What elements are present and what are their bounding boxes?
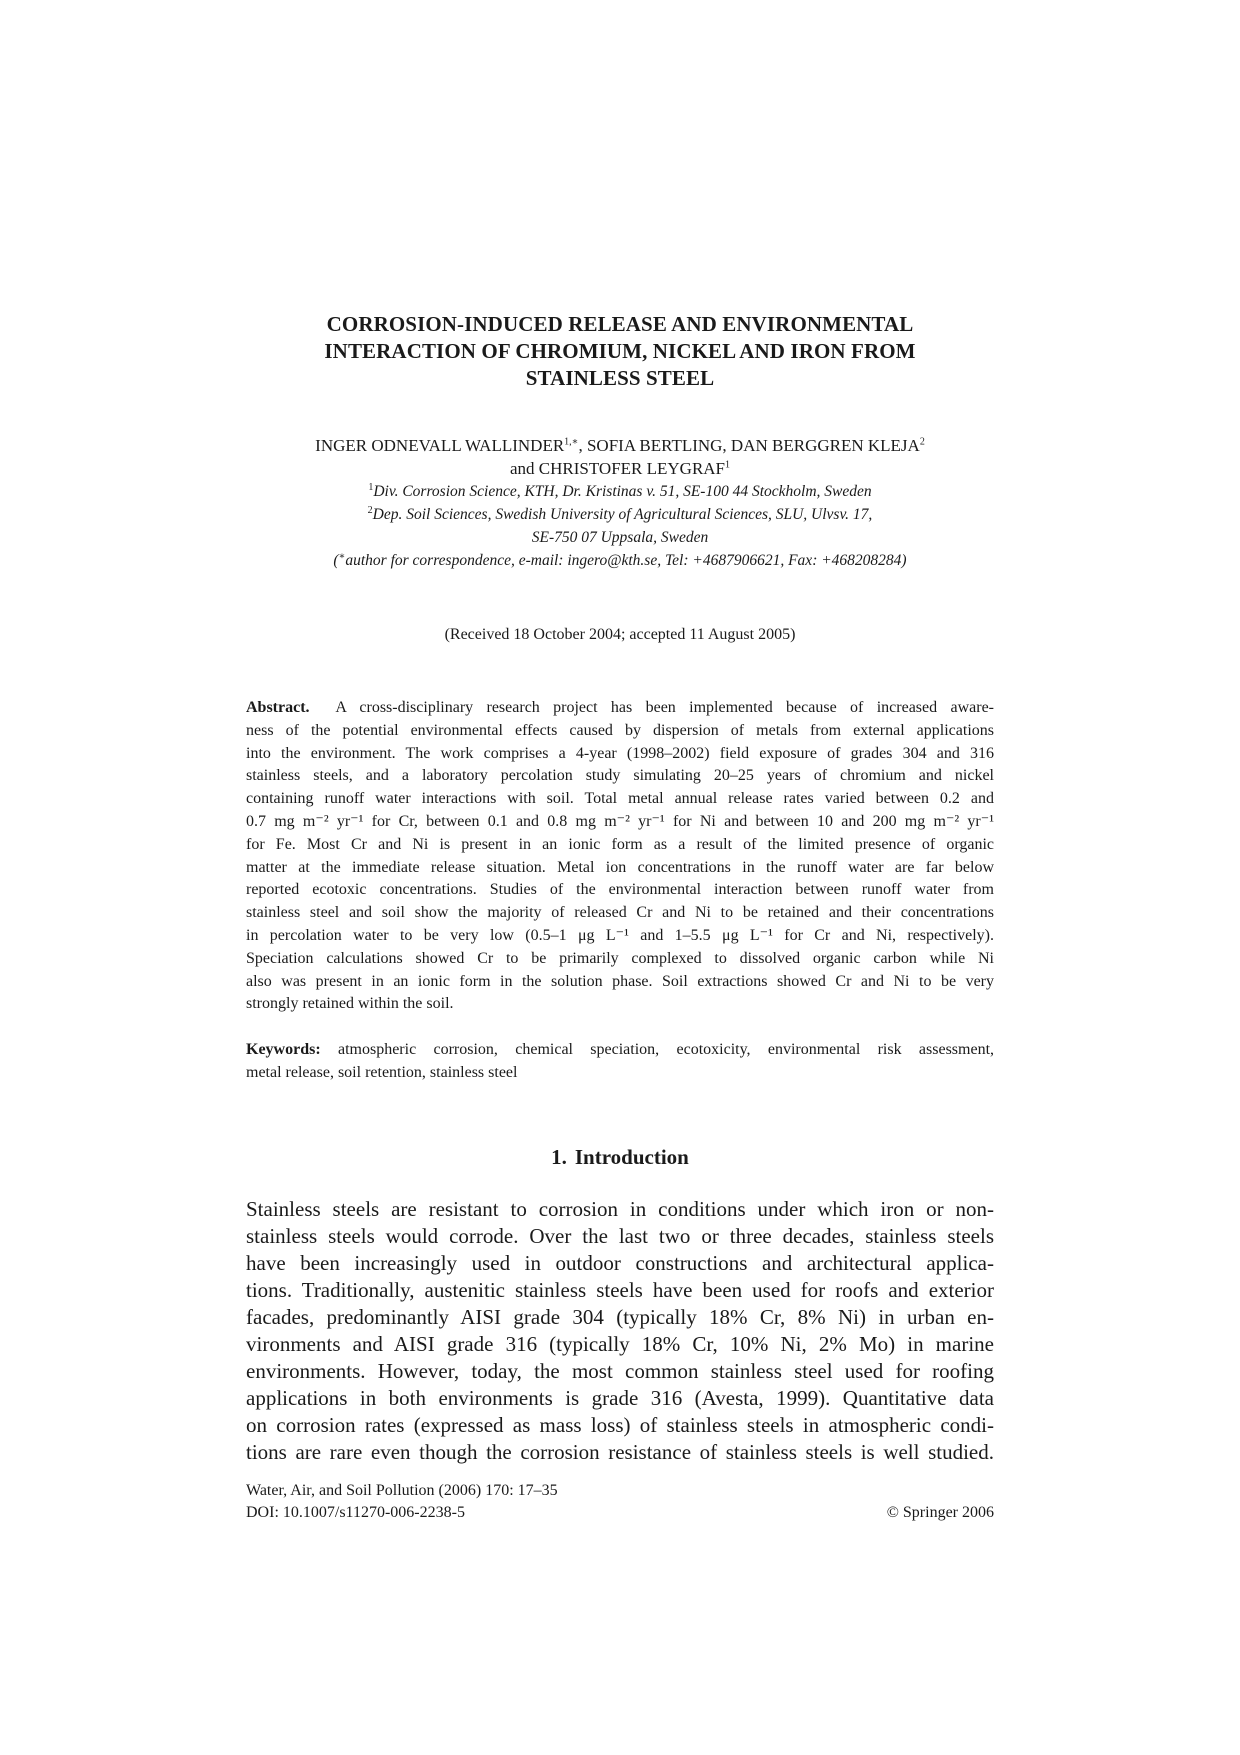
correspondence-note	[246, 549, 994, 572]
keywords-line	[246, 1039, 994, 1062]
body-line: tions are rare even though the corrosion resistance of stainless steels is well studied.	[246, 1440, 994, 1464]
keywords-text: atmospheric corrosion, chemical speciation, ecotoxicity, environmental risk assessment,	[337, 1041, 995, 1058]
author-affiliation-mark: 1	[725, 459, 731, 471]
affiliation-2	[246, 503, 994, 526]
paren-open: (	[333, 552, 339, 569]
abstract-line: containing runoff water interactions with soil. Total metal annual release rates varied between 0.2 and	[246, 790, 994, 808]
author-block	[246, 434, 994, 572]
author-name: and CHRISTOFER LEYGRAF	[509, 459, 726, 478]
abstract-line	[246, 697, 994, 720]
footer-row	[246, 1480, 994, 1502]
abstract-line: stainless steels, and a laboratory percolation study simulating 20–25 years of chromium and nickel	[246, 767, 994, 785]
copyright: © Springer 2006	[886, 1504, 994, 1521]
body-line: tions. Traditionally, austenitic stainless steels have been used for roofs and exterior	[246, 1278, 994, 1302]
abstract-line: 0.7 mg m⁻² yr⁻¹ for Cr, between 0.1 and 0.8 mg m⁻² yr⁻¹ for Ni and between 10 and 200 mg m⁻² yr⁻¹	[246, 812, 994, 830]
keywords-line: metal release, soil retention, stainless steel	[246, 1063, 518, 1081]
received-dates: (Received 18 October 2004; accepted 11 August 2005)	[444, 626, 796, 643]
abstract-line: into the environment. The work comprises a 4-year (1998–2002) field exposure of grades 304 and 316	[246, 744, 994, 762]
title-line: STAINLESS STEEL	[525, 366, 715, 390]
body-line: have been increasingly used in outdoor constructions and architectural applica-	[246, 1251, 994, 1275]
doi: DOI: 10.1007/s11270-006-2238-5	[246, 1504, 465, 1521]
author-affiliation-mark: 2	[919, 436, 925, 448]
abstract-line: strongly retained within the soil.	[246, 995, 454, 1013]
body-line: Stainless steels are resistant to corrosion in conditions under which iron or non-	[246, 1197, 994, 1221]
author-line	[246, 434, 994, 457]
abstract-line: for Fe. Most Cr and Ni is present in an ionic form as a result of the limited presence of organic	[246, 835, 994, 853]
affiliation-mark: 1	[368, 481, 374, 493]
affiliation-1	[246, 480, 994, 503]
footer-row	[246, 1502, 994, 1524]
correspondence-text: author for correspondence, e-mail: ingero@kth.se, Tel: +4687906621, Fax: +468208284)	[345, 552, 907, 569]
abstract-label: Abstract.	[246, 699, 310, 716]
abstract-line: stainless steel and soil show the majority of released Cr and Ni to be retained and their concentrations	[246, 904, 994, 922]
abstract-text: A cross-disciplinary research project has been implemented because of increased aware-	[335, 699, 994, 716]
author-name: INGER ODNEVALL WALLINDER	[315, 436, 565, 455]
keywords-label: Keywords:	[246, 1041, 321, 1058]
title-line: INTERACTION OF CHROMIUM, NICKEL AND IRON FROM	[324, 339, 916, 363]
abstract-line: also was present in an ionic form in the solution phase. Soil extractions showed Cr and Ni to be very	[246, 972, 994, 990]
body-line: applications in both environments is grade 316 (Avesta, 1999). Quantitative data	[246, 1386, 994, 1410]
abstract-line: ness of the potential environmental effects caused by dispersion of metals from external applications	[246, 721, 994, 739]
body-line: vironments and AISI grade 316 (typically 18% Cr, 10% Ni, 2% Mo) in marine	[246, 1332, 994, 1356]
abstract-line: Speciation calculations showed Cr to be primarily complexed to dissolved organic carbon while Ni	[246, 949, 994, 967]
abstract	[246, 697, 994, 1016]
section-title: Introduction	[574, 1145, 689, 1169]
abstract-line: in percolation water to be very low (0.5–1 μg L⁻¹ and 1–5.5 μg L⁻¹ for Cr and Ni, respectively).	[246, 926, 994, 944]
affiliation-text: SE-750 07 Uppsala, Sweden	[531, 529, 709, 546]
body-line: facades, predominantly AISI grade 304 (typically 18% Cr, 8% Ni) in urban en-	[246, 1305, 994, 1329]
body-line: stainless steels would corrode. Over the last two or three decades, stainless steels	[246, 1224, 994, 1248]
title-line: CORROSION-INDUCED RELEASE AND ENVIRONMENTAL	[326, 312, 914, 336]
affiliation-text: Div. Corrosion Science, KTH, Dr. Kristinas v. 51, SE-100 44 Stockholm, Sweden	[373, 483, 872, 500]
introduction-text	[246, 1196, 994, 1466]
body-line: environments. However, today, the most common stainless steel used for roofing	[246, 1359, 994, 1383]
affiliation-text: Dep. Soil Sciences, Swedish University of Agricultural Sciences, SLU, Ulvsv. 17,	[372, 506, 873, 523]
author-affiliation-mark: 1,∗	[564, 436, 579, 448]
journal-citation: Water, Air, and Soil Pollution (2006) 170: 17–35	[246, 1482, 558, 1499]
abstract-line: matter at the immediate release situation. Metal ion concentrations in the runoff water are far below	[246, 858, 994, 876]
section-number: 1.	[551, 1145, 567, 1169]
section-heading	[246, 1143, 994, 1171]
keywords	[246, 1039, 994, 1085]
body-line: on corrosion rates (expressed as mass loss) of stainless steels in atmospheric condi-	[246, 1413, 994, 1437]
correspondence-mark: ∗	[338, 550, 346, 562]
author-names: , SOFIA BERTLING, DAN BERGGREN KLEJA	[578, 436, 920, 455]
affiliation-2-continued	[246, 526, 994, 549]
page-footer	[246, 1480, 994, 1524]
affiliation-mark: 2	[367, 504, 373, 516]
paper-title	[246, 311, 994, 392]
author-line	[246, 457, 994, 480]
abstract-line: reported ecotoxic concentrations. Studies of the environmental interaction between runoff water from	[246, 881, 994, 899]
